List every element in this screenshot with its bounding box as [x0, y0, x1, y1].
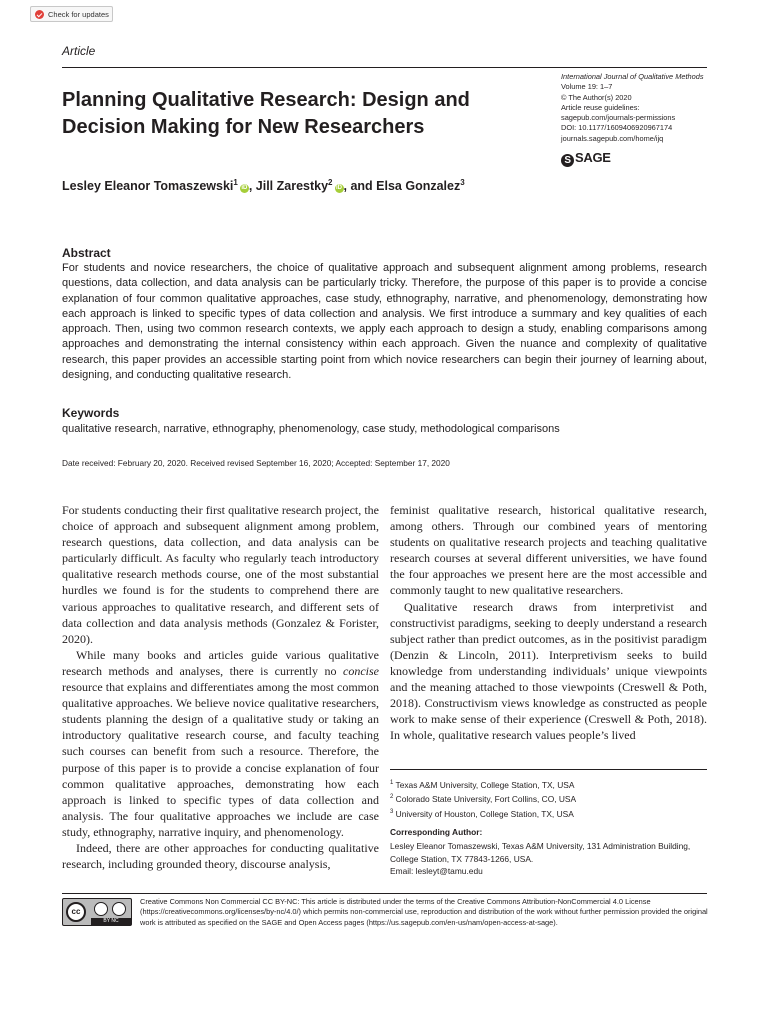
- license-divider: [62, 893, 707, 894]
- author-3: Elsa Gonzalez: [376, 179, 461, 194]
- body-text: While many books and articles guide various qualitative research methods and analyses, there is currently no: [62, 647, 379, 678]
- abstract-heading: Abstract: [62, 246, 111, 260]
- journal-info: [561, 72, 721, 144]
- submission-dates: Date received: February 20, 2020. Received revised September 16, 2020; Accepted: September 17, 2020: [62, 458, 450, 468]
- affiliation-text: University of Houston, College Station, TX, USA: [395, 808, 574, 819]
- check-updates-icon: [35, 10, 44, 19]
- corresponding-author: [390, 840, 710, 878]
- keywords-heading: Keywords: [62, 406, 120, 420]
- body-paragraph: feminist qualitative research, historical qualitative research, among others. Through our combined years of mentoring students on qualitative research projects and teaching qualitative research courses at several different universities, we have found the four approaches we present here are the most accessible and commonly taught to new qualitative researchers.: [390, 503, 707, 598]
- author-list: [62, 178, 465, 193]
- affiliation-text: Colorado State University, Fort Collins, CO, USA: [395, 794, 577, 805]
- header-divider: [62, 67, 707, 68]
- corresponding-address: Lesley Eleanor Tomaszewski, Texas A&M University, 131 Administration Building, College Station, TX 77843-1266, USA.: [390, 841, 691, 864]
- emphasis-text: concise: [343, 663, 379, 678]
- body-paragraph: Qualitative research draws from interpretivist and constructivist paradigms, seeking to deeply understand a research subject rather than predict outcomes, as in the positivist paradigm (Denzin & Lincoln, 2011). Interpretivism seeks to build knowledge from understanding individuals’ unique viewpoints and the meaning attached to those viewpoints (Creswell & Poth, 2018). Constructivism views knowledge as constructed as people work to make sense of their experience (Creswell & Poth, 2018). In whole, qualitative research values people’s lived: [390, 599, 707, 743]
- journal-homepage-link[interactable]: journals.sagepub.com/home/ijq: [561, 133, 664, 143]
- author-2-affiliation: 2: [328, 178, 333, 187]
- paper-title: Planning Qualitative Research: Design and Decision Making for New Researchers: [62, 89, 470, 138]
- body-paragraph: Indeed, there are other approaches for conducting qualitative research, including grounded theory, discourse analysis,: [62, 840, 379, 872]
- cc-by-nc-badge[interactable]: [62, 898, 132, 926]
- check-for-updates-button[interactable]: [30, 6, 113, 22]
- affiliation-number: 1: [390, 780, 394, 786]
- journal-volume: Volume 19: 1–7: [561, 82, 613, 92]
- orcid-icon[interactable]: iD: [336, 185, 342, 192]
- by-icon: [94, 902, 108, 916]
- doi-link[interactable]: DOI: 10.1177/1609406920967174: [561, 123, 673, 133]
- author-separator: ,: [248, 179, 256, 194]
- author-1-affiliation: 1: [233, 178, 238, 187]
- body-column-right: [390, 502, 707, 743]
- author-2: Jill Zarestky: [255, 179, 329, 194]
- reuse-guidelines: Article reuse guidelines:: [561, 102, 640, 112]
- affiliation-item: [390, 791, 710, 805]
- sage-logo: [561, 150, 611, 167]
- body-text: resource that explains and differentiates among the most common qualitative approaches. We believe novice qualitative researchers, students planning the design of a qualitative study or taking an introductory qualitative research course, and faculty teaching such courses can benefit from such a resource. Therefore, the purpose of this paper is to provide a concise explanation of four common qualitative approaches, demonstrating how each approach is linked to specific types of data collection and analysis. The four qualitative approaches we include are case study, ethnography, narrative inquiry, and phenomenology.: [62, 680, 379, 839]
- license-text: Creative Commons Non Commercial CC BY-NC: This article is distributed under the terms of the Creative Commons Attribution-NonCommercial 4.0 License (https://creativecommons.org/licenses/by-nc/4.0/) which permits non-commercial use, reproduction and distribution of the work without further permission provided the original work is attributed as specified on the SAGE and Open Access pages (https://us.sagepub.com/en-us/nam/open-access-at-sage).: [140, 897, 708, 927]
- abstract-text: For students and novice researchers, the choice of qualitative approach and subsequent alignment among problems, research questions, data collection, and data analysis can be particularly tricky. Therefore, the purpose of this paper is to provide a concise explanation of four common qualitative approaches, case study, ethnography, narrative, and phenomenology, demonstrating how each approach is linked to specific types of data collection and analysis. We first introduce a summary and key qualities of each approach. Then, using two common research contexts, we apply each approach to design a study, enabling comparisons among approaches and demonstrating the internal consistency within each approach. Given the nuance and complexity of qualitative research, this paper provides an accessible starting point from which novice researchers can begin their journey of learning about, designing, and conducting qualitative research.: [62, 262, 707, 381]
- article-type: Article: [62, 44, 96, 58]
- body-paragraph: [62, 647, 379, 840]
- cc-badge-strip: BY NC: [91, 918, 131, 925]
- copyright: © The Author(s) 2020: [561, 92, 632, 102]
- author-1: Lesley Eleanor Tomaszewski: [62, 179, 234, 194]
- affiliations: [390, 777, 710, 820]
- affiliation-item: [390, 806, 710, 820]
- corresponding-email[interactable]: Email: lesleyt@tamu.edu: [390, 866, 483, 876]
- body-paragraph: For students conducting their first qualitative research project, the choice of approach and subsequent alignment among problem, research questions, data collection, and data analysis can be particularly difficult. As faculty who regularly teach introductory qualitative research methods course, one of the most substantial hurdles we found is for the students to comprehend there are various approaches to qualitative research, and different sets of data collection and data analysis methods (Gonzalez & Forister, 2020).: [62, 503, 379, 646]
- sage-logo-text: SAGE: [575, 150, 611, 165]
- affiliation-text: Texas A&M University, College Station, TX, USA: [395, 779, 575, 790]
- affiliation-item: [390, 777, 710, 791]
- footnote-divider: [390, 769, 707, 770]
- journal-name: International Journal of Qualitative Methods: [561, 72, 704, 81]
- corresponding-author-heading: Corresponding Author:: [390, 827, 483, 837]
- permissions-link[interactable]: sagepub.com/journals-permissions: [561, 113, 676, 123]
- author-and: , and: [343, 179, 377, 194]
- body-column-left: [62, 502, 379, 872]
- sage-logo-icon: S: [561, 154, 574, 167]
- cc-icon: cc: [66, 902, 86, 922]
- keywords-text: qualitative research, narrative, ethnography, phenomenology, case study, methodological comparisons: [62, 423, 560, 435]
- affiliation-number: 3: [390, 808, 394, 815]
- nc-icon: [112, 902, 126, 916]
- check-for-updates-label: Check for updates: [48, 10, 109, 19]
- author-3-affiliation: 3: [460, 178, 465, 187]
- affiliation-number: 2: [390, 794, 394, 801]
- orcid-icon[interactable]: iD: [241, 185, 248, 192]
